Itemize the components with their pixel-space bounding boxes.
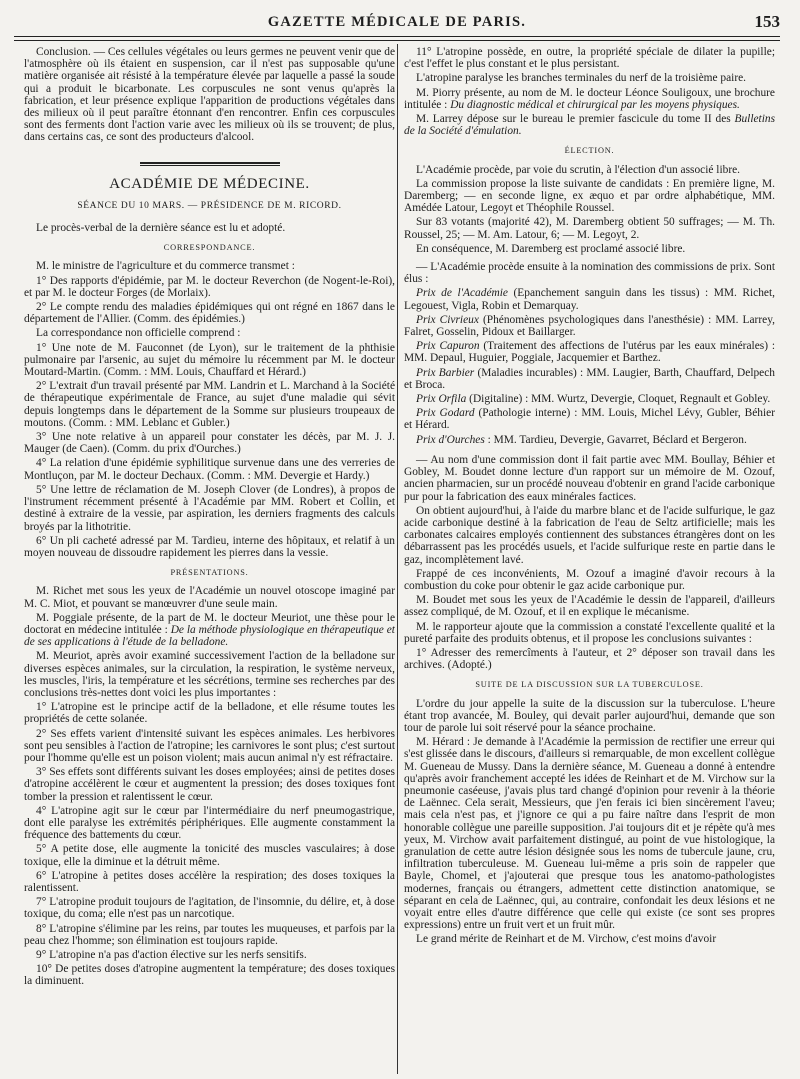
- academy-heading: ACADÉMIE DE MÉDECINE.: [109, 175, 310, 192]
- tuberculose-paragraph: Le grand mérite de Reinhart et de M. Virchow, c'est moins d'avoir: [416, 933, 717, 946]
- boudet-paragraph: Frappé de ces inconvénients, M. Ozouf a imaginé d'avoir recours à la combustion du coke pour obtenir le gaz acide carbonique pur.: [404, 567, 775, 592]
- right-column: [404, 46, 775, 1074]
- conclusion-item: 5° A petite dose, elle augmente la tonicité des muscles vasculaires; à dose toxique, elle la diminue et la détruit même.: [24, 843, 395, 868]
- piorry-paragraph: [404, 87, 775, 111]
- boudet-paragraph: M. le rapporteur ajoute que la commission a constaté l'excellente qualité et la pureté parfaite des produits obtenus, et il propose les conclusions suivantes :: [404, 620, 775, 645]
- prize-entry: [404, 287, 775, 311]
- election-paragraph: Sur 83 votants (majorité 42), M. Daremberg obtient 50 suffrages; — M. Th. Roussel, 25; — M. Am. Latour, 6; — M. Legoyt, 2.: [404, 216, 775, 241]
- column-divider: [397, 44, 398, 1074]
- correspondance-item: 3° Une note relative à un appareil pour constater les décès, par M. J. J. Mauger (de Caen). (Comm. du prix d'Ourches.): [24, 431, 395, 456]
- conclusion-item: 6° L'atropine à petites doses accélère la respiration; des doses toxiques la ralentissent.: [24, 869, 395, 894]
- prize-name: Prix de l'Académie: [416, 287, 508, 300]
- page-header: [14, 10, 780, 36]
- correspondance-item: 6° Un pli cacheté adressé par M. Tardieu, interne des hôpitaux, et relatif à un moyen nouveau de dissoudre rapidement les pierres dans la vessie.: [24, 534, 395, 559]
- conclusion-item: L'atropine paralyse les branches terminales du nerf de la troisième paire.: [416, 72, 747, 85]
- prize-text: (Maladies incurables) : MM. Laugier, Barth, Chauffard, Delpech et Broca.: [404, 366, 775, 391]
- prize-entry: [404, 340, 775, 364]
- ministre-intro: M. le ministre de l'agriculture et du commerce transmet :: [36, 260, 295, 273]
- non-officielle-intro: La correspondance non officielle comprend :: [36, 327, 241, 340]
- conclusion-item: 3° Ses effets sont différents suivant les doses employées; ainsi de petites doses d'atropine accélèrent le cœur et augmentent la pression; des doses toxiques font tomber la pression et ralentissent le cœur.: [24, 766, 395, 803]
- conclusion-item: 7° L'atropine produit toujours de l'agitation, de l'insomnie, du délire, et, à dose toxique, du coma; elle n'est pas un narcotique.: [24, 896, 395, 921]
- journal-title: GAZETTE MÉDICALE DE PARIS.: [267, 14, 527, 30]
- richet-paragraph: M. Richet met sous les yeux de l'Académie un nouvel otoscope imaginé par M. C. Miot, et pouvant se manœuvrer d'une seule main.: [24, 585, 395, 610]
- section-rule: [140, 162, 280, 166]
- poggiale-paragraph: [24, 612, 395, 649]
- prize-name: Prix Barbier: [416, 366, 475, 379]
- prize-name: Prix d'Ourches: [416, 433, 485, 446]
- correspondance-item: 1° Une note de M. Fauconnet (de Lyon), sur le traitement de la phthisie pulmonaire par l'arsenic, au sujet du mémoire lu récemment par M. le docteur Moutard-Martin. (Comm. : MM. Louis, Chauffard et Hérard.): [24, 341, 395, 379]
- tuberculose-paragraph: M. Hérard : Je demande à l'Académie la permission de rectifier une erreur qui s'est glissée dans le discours, d'ailleurs si remarquable, de mon excellent collègue M. Gueneau de Mussy. Dans la dernière séance, M. Gueneau a donné à entendre qu'après avoir franchement accepté les idées de Reinhart et de M. Virchow sur la pneumonie caséeuse, j'avais plus tard changé d'opinion pour revenir à la théorie de Laënnec. Cela serait, Messieurs, que j'en ferais ici bien sincèrement l'aveu; mais cela n'est pas, et j'ignore ce qui a pu faire naître dans l'esprit de mon honorable collègue une pareille supposition. J'ai toujours dit et je répète qu'à mes yeux, M. Virchow avait parfaitement distingué, au point de vue histologique, la granulation de cette autre lésion désignée sous les noms de tubercule jaune, cru, infiltration tuberculeuse. M. Gueneau lui-même a pris soin de rappeler que Bayle, Chomel, et j'ajouterai que presque tous les anatomo-pathologistes modernes, français ou étrangers, admettent cette distinction anatomique, se séparant en cela de Laënnec, qui, au contraire, confondait les deux lésions et ne voyait entre elles d'autre différence que celle qui existe (ce sont ses propres expressions) entre un fruit vert et un fruit mûr.: [404, 736, 775, 932]
- conclusion-item: 10° De petites doses d'atropine augmentent la température; des doses toxiques la diminuent.: [24, 963, 395, 988]
- boudet-paragraph: M. Boudet met sous les yeux de l'Académie le dessin de l'appareil, d'ailleurs assez compliqué, de M. Ozouf, et il en explique le mécanisme.: [404, 594, 775, 619]
- page-number: 153: [754, 12, 780, 31]
- conclusion-item: 9° L'atropine n'a pas d'action élective sur les nerfs sensitifs.: [36, 949, 307, 961]
- proces-verbal: Le procès-verbal de la dernière séance est lu et adopté.: [36, 222, 286, 235]
- election-heading: ÉLECTION.: [564, 146, 615, 156]
- prize-text: (Digitaline) : MM. Wurtz, Devergie, Cloquet, Regnault et Gobley.: [466, 393, 771, 406]
- conclusion-item: 1° L'atropine est le principe actif de la belladone, et elle résume toutes les propriétés de cette solanée.: [24, 701, 395, 726]
- larrey-text: M. Larrey dépose sur le bureau le premier fascicule du tome II des: [416, 113, 735, 126]
- election-paragraph: L'Académie procède, par voie du scrutin, à l'élection d'un associé libre.: [416, 163, 741, 176]
- nomination-intro: — L'Académie procède ensuite à la nomination des commissions de prix. Sont élus :: [404, 261, 775, 286]
- prize-entry: [404, 407, 775, 431]
- prize-name: Prix Godard: [416, 407, 475, 420]
- meuriot-paragraph: M. Meuriot, après avoir examiné successivement l'action de la belladone sur diverses espèces animales, sur la circulation, la respiration, le système nerveux, les muscles, l'iris, la température et les sécrétions, termine ses recherches par des conclusions très-nettes dont voici les plus importantes :: [24, 650, 395, 699]
- prize-text: : MM. Tardieu, Devergie, Gavarret, Béclard et Bergeron.: [484, 433, 747, 446]
- election-paragraph: En conséquence, M. Daremberg est proclamé associé libre.: [416, 242, 686, 255]
- prize-text: (Traitement des affections de l'utérus par les eaux minérales) : MM. Depaul, Huguier, Poggiale, Jacquemier et Barthez.: [404, 340, 775, 365]
- poggiale-text: M. Poggiale présente, de la part de M. le docteur Meuriot, une thèse pour le doctorat en médecine intitulée :: [24, 611, 395, 636]
- left-column: [24, 46, 395, 1074]
- brochure-title: Du diagnostic médical et chirurgical par les moyens physiques.: [450, 98, 740, 111]
- prize-name: Prix Orfila: [416, 393, 467, 406]
- piorry-text: M. Piorry présente, au nom de M. le docteur Léonce Souligoux, une brochure intitulée :: [404, 86, 775, 111]
- correspondance-heading: CORRESPONDANCE.: [163, 243, 256, 253]
- election-paragraph: La commission propose la liste suivante de candidats : En première ligne, M. Daremberg; — en seconde ligne, ex æquo et par ordre alphabétique, MM. Amédée Latour, Legoyt et Théophile Roussel.: [404, 177, 775, 215]
- presentations-heading: PRÉSENTATIONS.: [170, 568, 249, 578]
- boudet-paragraph: On obtient aujourd'hui, à l'aide du marbre blanc et de l'acide sulfurique, le gaz acide carbonique destiné à la fabrication de l'eau de Seltz artificielle; mais les carbonates calcaires employés contiennent des substances étrangères dont on les débarrassent pas les procédés usuels, et l'acide sulfurique reste en partie dans le gaz, incomplètement lavé.: [404, 504, 775, 566]
- prize-text: (Epanchement sanguin dans les tissus) : MM. Richet, Legouest, Vigla, Robin et Demarquay.: [404, 287, 775, 312]
- header-rule: [14, 36, 780, 41]
- correspondance-item: 5° Une lettre de réclamation de M. Joseph Clover (de Londres), à propos de l'instrument récemment présenté à l'Académie par MM. Robert et Collin, et destiné à extraire de la vessie, par aspiration, les derniers fragments des calculs broyés par la lithotritie.: [24, 483, 395, 533]
- ministre-item: 2° Le compte rendu des maladies épidémiques qui ont régné en 1867 dans le département de l'Allier. (Comm. des épidémies.): [24, 301, 395, 326]
- prize-entry: [404, 367, 775, 391]
- prize-entry: [404, 393, 775, 405]
- prize-name: Prix Capuron: [416, 340, 480, 353]
- boudet-paragraph: — Au nom d'une commission dont il fait partie avec MM. Boullay, Béhier et Gobley, M. Boudet donne lecture d'un rapport sur un mémoire de M. Ozouf, ancien pharmacien, sur un procédé nouveau d'obtenir en grand l'acide carbonique pur pour la fabrication des eaux minérales factices.: [404, 453, 775, 503]
- prize-text: (Pathologie interne) : MM. Louis, Michel Lévy, Gubler, Béhier et Hérard.: [404, 407, 775, 432]
- prize-entry: [404, 314, 775, 338]
- conclusion-item: 8° L'atropine s'élimine par les reins, par toutes les muqueuses, et parfois par la peau chez l'homme; son élimination est toujours rapide.: [24, 922, 395, 947]
- tuberculose-heading: SUITE DE LA DISCUSSION SUR LA TUBERCULOSE.: [475, 680, 704, 690]
- tuberculose-paragraph: L'ordre du jour appelle la suite de la discussion sur la tuberculose. L'heure étant trop avancée, M. Bouley, qui devait parler aujourd'hui, demande que son tour de parole lui soit réservé pour la séance prochaine.: [404, 697, 775, 734]
- bulletin-title: Bulletins de la Société d'émulation.: [404, 113, 775, 138]
- conclusion-paragraph: Conclusion. — Ces cellules végétales ou leurs germes ne peuvent venir que de l'atmosphère où ils étaient en suspension, car il n'est pas supposable qu'une matière organisée ait résisté à la température élevée par laquelle a passé la soude qui a produit le bicarbonate. Les corpuscules ne sont venus qu'après la fabrication, et leur présence explique l'apparition de productions végétales dans des milieux où il peut paraître étonnant d'en rencontrer. Enfin ces corpuscules sont des ferments dont l'action varie avec les milieux où ils se trouvent; de plus, dans certains cas, ce sont des producteurs d'alcool.: [24, 46, 395, 144]
- seance-heading: SÉANCE DU 10 MARS. — PRÉSIDENCE DE M. RICORD.: [77, 200, 342, 211]
- ministre-item: 1° Des rapports d'épidémie, par M. le docteur Reverchon (de Nogent-le-Roi), et par M. le docteur Forges (de Morlaix).: [24, 274, 395, 299]
- conclusion-item: 11° L'atropine possède, en outre, la propriété spéciale de dilater la pupille; c'est l'effet le plus constant et le plus persistant.: [404, 46, 775, 71]
- prize-name: Prix Civrieux: [416, 313, 479, 326]
- thesis-title: De la méthode physiologique en thérapeutique et de ses applications à l'étude de la belladone.: [24, 623, 395, 649]
- correspondance-item: 2° L'extrait d'un travail présenté par MM. Landrin et L. Marchand à la Société de thérapeutique expérimentale de France, au sujet d'une maladie qui sévit depuis longtemps dans le département de la Somme sur plusieurs troupeaux de moutons. (Comm. : MM. Leblanc et Gubler.): [24, 380, 395, 429]
- conclusion-item: 2° Ses effets varient d'intensité suivant les espèces animales. Les herbivores sont peu sensibles à l'action de l'atropine; les carnivores le sont plus; c'est surtout pour l'homme qu'elle est un poison violent; mais aucun animal n'y est réfractaire.: [24, 727, 395, 764]
- prize-entry: [404, 434, 775, 446]
- conclusion-item: 4° L'atropine agit sur le cœur par l'intermédiaire du nerf pneumogastrique, dont elle paralyse les extrémités périphériques. Elle augmente constamment la fréquence des battements du cœur.: [24, 804, 395, 842]
- prize-text: (Phénomènes psychologiques dans l'anesthésie) : MM. Larrey, Falret, Gosselin, Pidoux et Baillarger.: [404, 313, 775, 339]
- boudet-paragraph: 1° Adresser des remercîments à l'auteur, et 2° déposer son travail dans les archives. (Adopté.): [404, 646, 775, 672]
- larrey-paragraph: [404, 113, 775, 137]
- correspondance-item: 4° La relation d'une épidémie syphilitique survenue dans une des verreries de Montluçon, par M. le docteur Dechaux. (Comm. : MM. Devergie et Hardy.): [24, 457, 395, 482]
